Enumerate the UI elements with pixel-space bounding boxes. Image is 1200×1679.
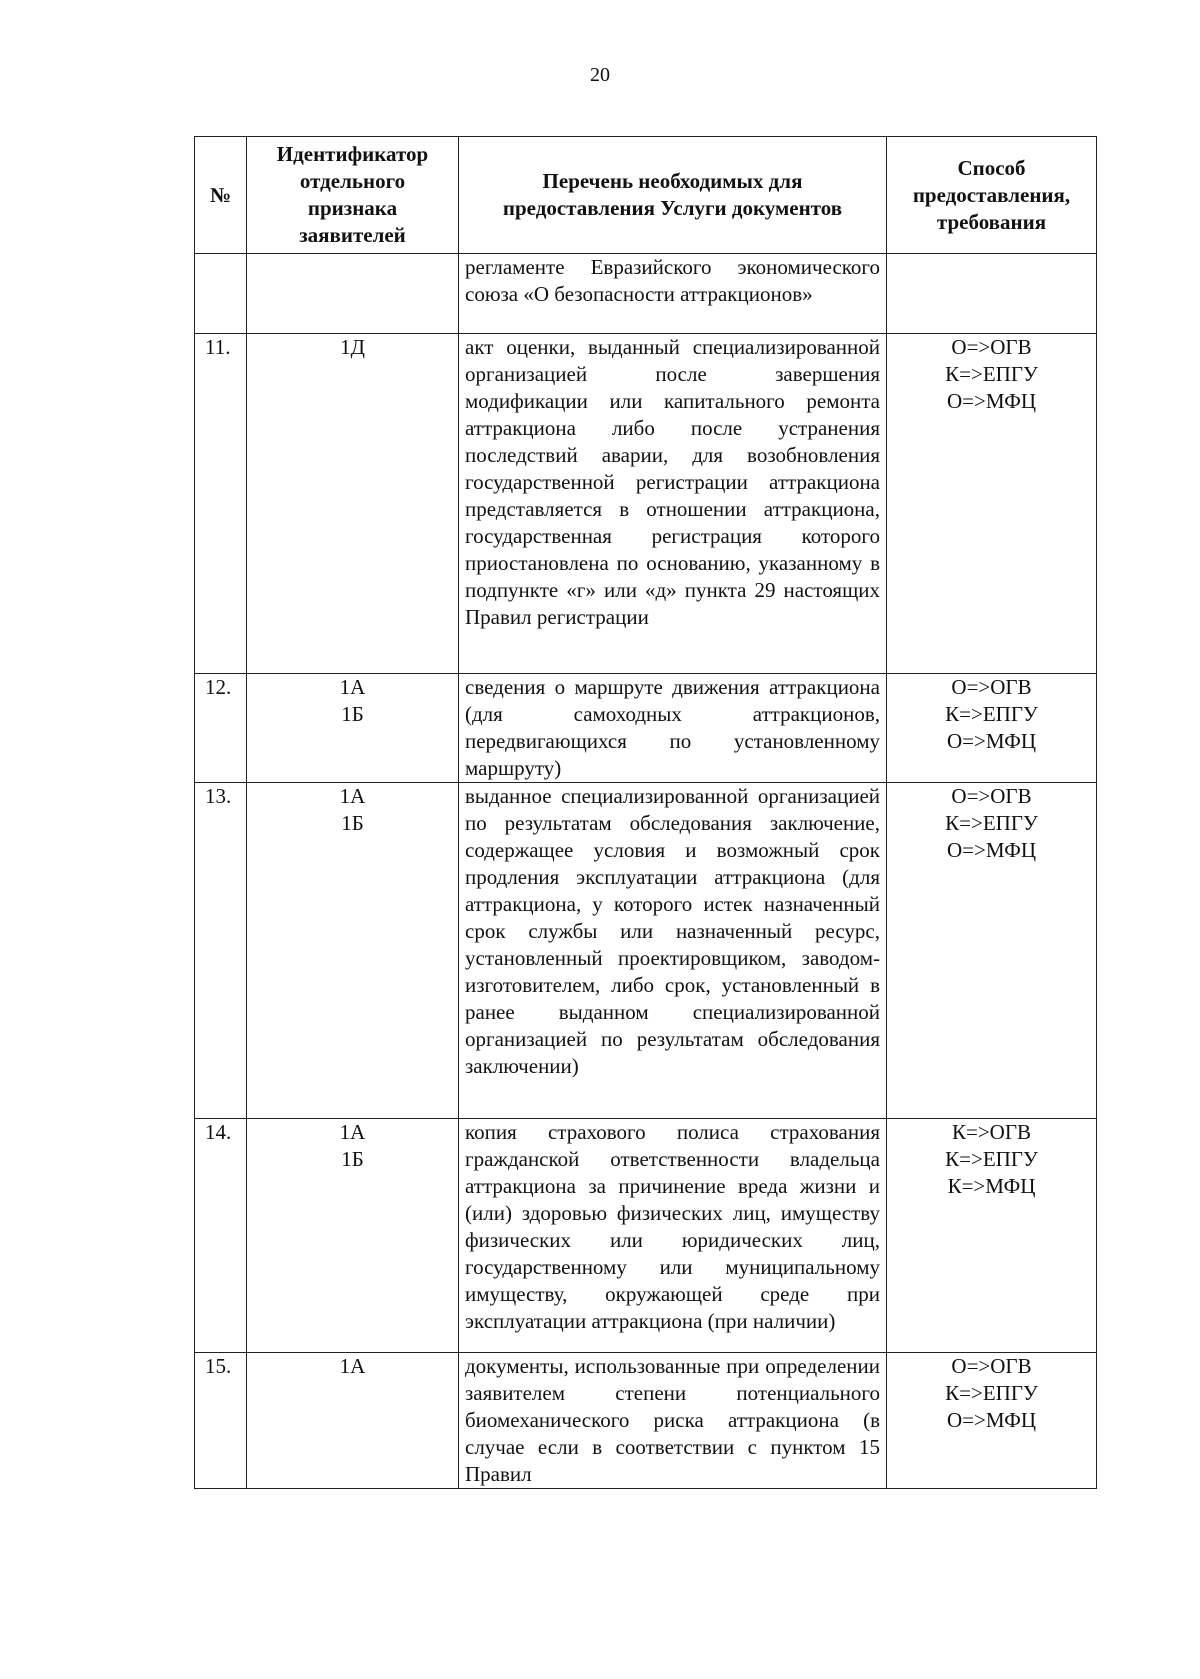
row-number-cell: 14. <box>195 1119 247 1353</box>
table-row <box>195 1119 1097 1353</box>
header-num: № <box>195 137 247 254</box>
table-body <box>195 254 1097 1489</box>
row-identifier-cell <box>247 254 459 334</box>
row-number-cell: 12. <box>195 674 247 783</box>
table-row <box>195 783 1097 1119</box>
row-method-cell: О=>ОГВ К=>ЕПГУ О=>МФЦ <box>887 334 1097 674</box>
row-identifier-cell: 1Д <box>247 334 459 674</box>
table-row <box>195 254 1097 334</box>
row-method-cell: О=>ОГВ К=>ЕПГУ О=>МФЦ <box>887 1353 1097 1489</box>
row-number-cell: 15. <box>195 1353 247 1489</box>
table-row <box>195 1353 1097 1489</box>
header-identifier: Идентификатор отдельного признака заявителей <box>247 137 459 254</box>
table-row <box>195 674 1097 783</box>
row-document-cell: регламенте Евразийского экономического союза «О безопасности аттракционов» <box>459 254 887 334</box>
row-identifier-cell: 1А <box>247 1353 459 1489</box>
row-method-cell: О=>ОГВ К=>ЕПГУ О=>МФЦ <box>887 783 1097 1119</box>
row-number-cell: 11. <box>195 334 247 674</box>
row-number-cell: 13. <box>195 783 247 1119</box>
row-document-cell: выданное специализированной организацией по результатам обследования заключение, содержащее условия и возможный срок продления эксплуатации аттракциона (для аттракциона, у которого истек назначенный срок службы или назначенный ресурс, установленный проектировщиком, заводом-изготовителем, либо срок, установленный в ранее выданном специализированной организацией по результатам обследования заключении) <box>459 783 887 1119</box>
table-header <box>195 137 1097 254</box>
documents-table <box>194 136 1097 1489</box>
row-method-cell: О=>ОГВ К=>ЕПГУ О=>МФЦ <box>887 674 1097 783</box>
row-identifier-cell: 1А 1Б <box>247 674 459 783</box>
header-row <box>195 137 1097 254</box>
row-document-cell: документы, использованные при определении заявителем степени потенциального биомеханического риска аттракциона (в случае если в соответствии с пунктом 15 Правил <box>459 1353 887 1489</box>
row-number-cell <box>195 254 247 334</box>
row-method-cell: К=>ОГВ К=>ЕПГУ К=>МФЦ <box>887 1119 1097 1353</box>
row-document-cell: сведения о маршруте движения аттракциона (для самоходных аттракционов, передвигающихся по установленному маршруту) <box>459 674 887 783</box>
row-document-cell: копия страхового полиса страхования гражданской ответственности владельца аттракциона за причинение вреда жизни и (или) здоровью физических лиц, имуществу физических или юридических лиц, государственному или муниципальному имуществу, окружающей среде при эксплуатации аттракциона (при наличии) <box>459 1119 887 1353</box>
row-identifier-cell: 1А 1Б <box>247 1119 459 1353</box>
header-method: Способ предоставления, требования <box>887 137 1097 254</box>
row-identifier-cell: 1А 1Б <box>247 783 459 1119</box>
table-row <box>195 334 1097 674</box>
row-method-cell <box>887 254 1097 334</box>
row-document-cell: акт оценки, выданный специализированной организацией после завершения модификации или капитального ремонта аттракциона либо после устранения последствий аварии, для возобновления государственной регистрации аттракциона представляется в отношении аттракциона, государственная регистрация которого приостановлена по основанию, указанному в подпункте «г» или «д» пункта 29 настоящих Правил регистрации <box>459 334 887 674</box>
header-documents: Перечень необходимых для предоставления Услуги документов <box>459 137 887 254</box>
page-number: 20 <box>590 64 610 86</box>
